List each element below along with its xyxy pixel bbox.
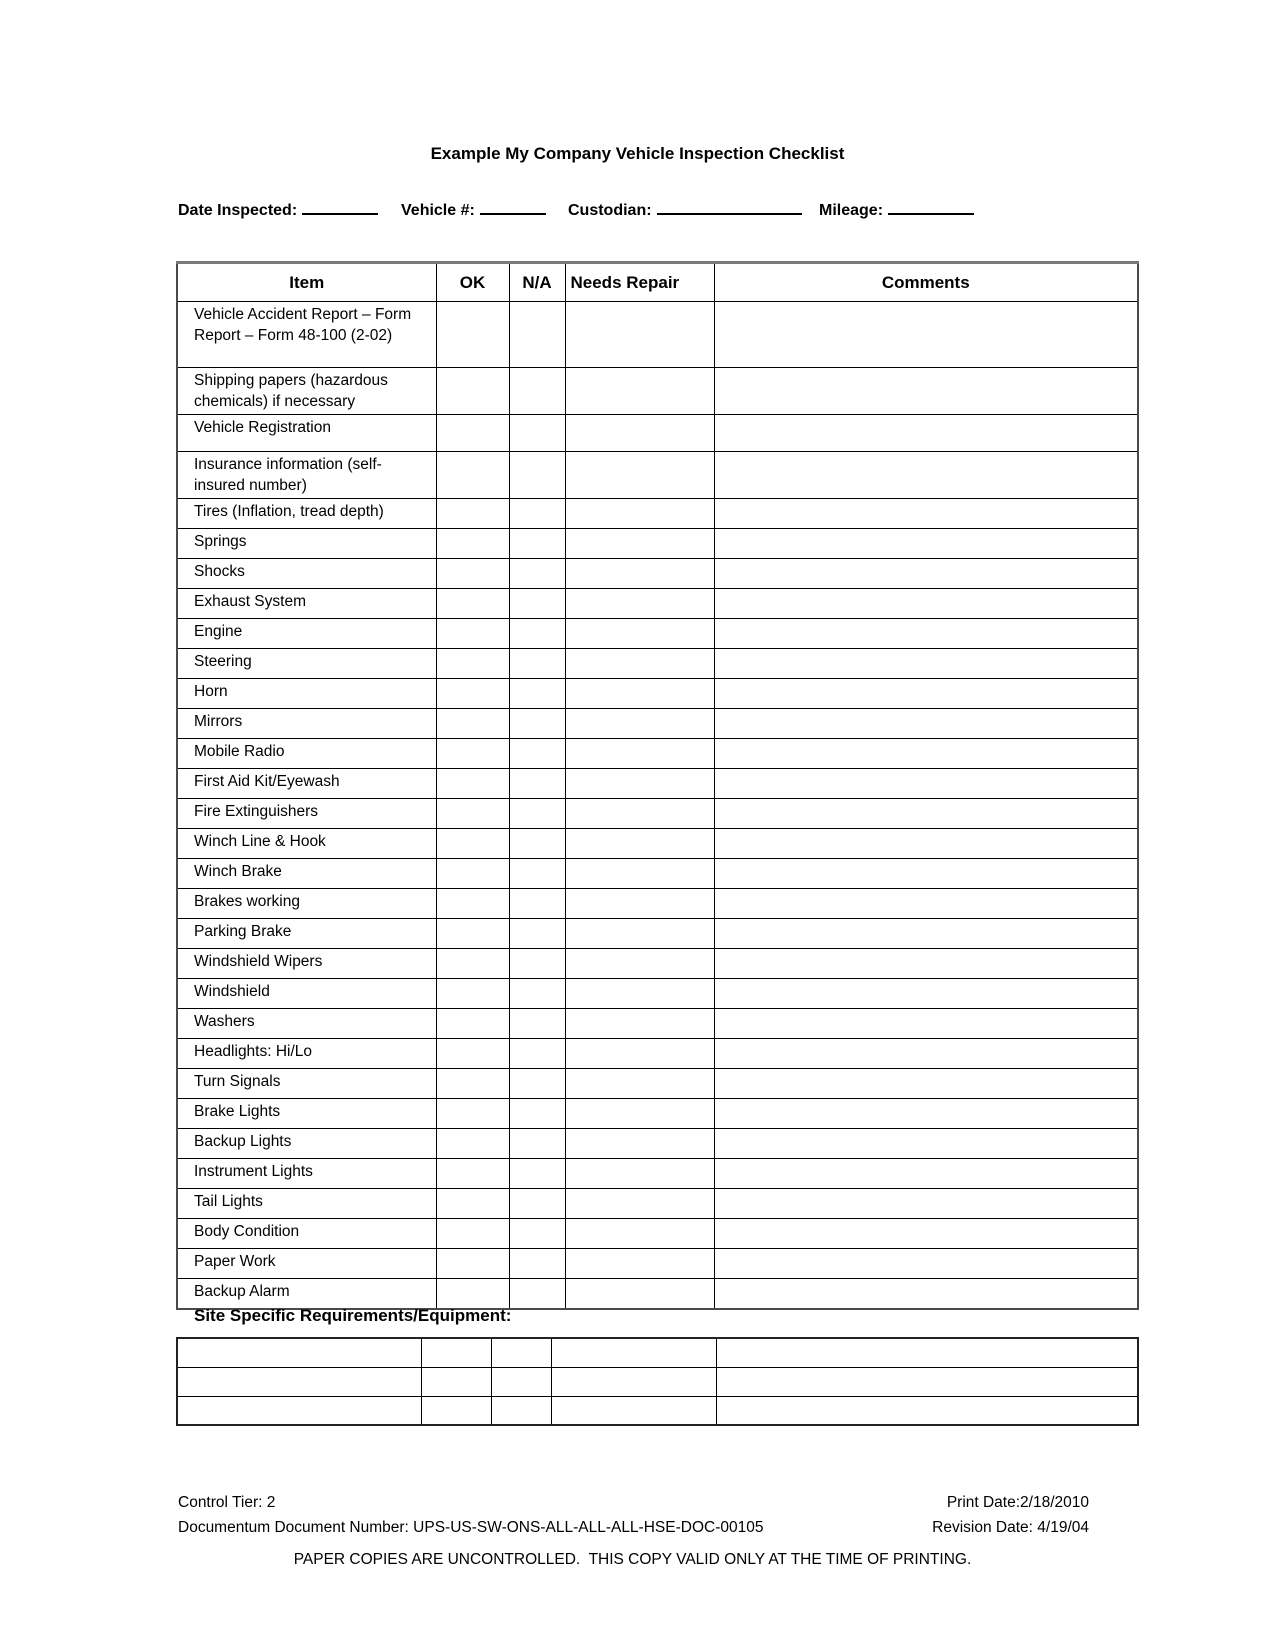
mileage-blank xyxy=(888,199,974,215)
na-cell xyxy=(509,619,565,649)
item-cell xyxy=(177,1338,421,1367)
comments-cell xyxy=(714,559,1138,589)
comments-cell xyxy=(714,919,1138,949)
item-cell: Steering xyxy=(177,649,436,679)
ok-cell xyxy=(436,919,509,949)
ok-cell xyxy=(436,679,509,709)
site-specific-row xyxy=(177,1367,1138,1396)
item-cell: Shipping papers (hazardous chemicals) if necessary xyxy=(177,368,436,415)
item-cell: Windshield xyxy=(177,979,436,1009)
comments-cell xyxy=(714,769,1138,799)
comments-cell xyxy=(714,619,1138,649)
needs-repair-cell xyxy=(565,368,714,415)
na-cell xyxy=(491,1396,551,1425)
needs-repair-cell xyxy=(565,859,714,889)
ok-cell xyxy=(436,1159,509,1189)
needs-repair-cell xyxy=(565,415,714,452)
footer-document-number: Documentum Document Number: UPS-US-SW-ONS-ALL-ALL-ALL-HSE-DOC-00105 xyxy=(178,1519,764,1536)
comments-cell xyxy=(714,1279,1138,1309)
needs-repair-cell xyxy=(565,919,714,949)
site-specific-table xyxy=(176,1337,1139,1426)
item-cell: Mobile Radio xyxy=(177,739,436,769)
table-row xyxy=(177,559,1138,589)
table-row xyxy=(177,649,1138,679)
needs-repair-cell xyxy=(565,709,714,739)
table-row xyxy=(177,499,1138,529)
na-cell xyxy=(509,499,565,529)
na-cell xyxy=(509,1219,565,1249)
vehicle-number-blank xyxy=(480,199,546,215)
ok-cell xyxy=(436,1279,509,1309)
ok-cell xyxy=(436,619,509,649)
footer-line-2 xyxy=(178,1519,1089,1537)
item-cell: Vehicle Accident Report – Form Report – Form 48-100 (2-02) xyxy=(177,302,436,368)
ok-cell xyxy=(421,1367,491,1396)
na-cell xyxy=(509,679,565,709)
needs-repair-cell xyxy=(565,452,714,499)
ok-cell xyxy=(436,769,509,799)
table-row xyxy=(177,679,1138,709)
date-inspected-label: Date Inspected: xyxy=(178,202,298,219)
comments-cell xyxy=(714,415,1138,452)
comments-cell xyxy=(714,949,1138,979)
comments-cell xyxy=(714,1129,1138,1159)
table-row xyxy=(177,368,1138,415)
ok-cell xyxy=(436,829,509,859)
na-cell xyxy=(509,979,565,1009)
field-custodian xyxy=(568,199,802,220)
item-cell: Horn xyxy=(177,679,436,709)
comments-cell xyxy=(714,829,1138,859)
na-cell xyxy=(509,1249,565,1279)
na-cell xyxy=(509,589,565,619)
comments-cell xyxy=(714,709,1138,739)
ok-cell xyxy=(436,859,509,889)
table-row xyxy=(177,739,1138,769)
footer-line-1 xyxy=(178,1494,1089,1512)
header-fields xyxy=(0,199,1275,223)
needs-repair-cell xyxy=(565,889,714,919)
needs-repair-cell xyxy=(565,589,714,619)
field-vehicle-number xyxy=(401,199,546,220)
comments-cell xyxy=(714,589,1138,619)
item-cell: Body Condition xyxy=(177,1219,436,1249)
needs-repair-cell xyxy=(565,739,714,769)
comments-cell xyxy=(714,1099,1138,1129)
item-cell: Headlights: Hi/Lo xyxy=(177,1039,436,1069)
item-cell: Winch Brake xyxy=(177,859,436,889)
comments-cell xyxy=(714,1159,1138,1189)
na-cell xyxy=(509,709,565,739)
na-cell xyxy=(509,859,565,889)
table-row xyxy=(177,1249,1138,1279)
needs-repair-cell xyxy=(565,1189,714,1219)
item-cell: Shocks xyxy=(177,559,436,589)
na-cell xyxy=(509,368,565,415)
comments-cell xyxy=(714,452,1138,499)
item-cell: Tires (Inflation, tread depth) xyxy=(177,499,436,529)
na-cell xyxy=(509,1039,565,1069)
na-cell xyxy=(509,1009,565,1039)
ok-cell xyxy=(436,889,509,919)
item-cell xyxy=(177,1367,421,1396)
needs-repair-cell xyxy=(551,1367,716,1396)
ok-cell xyxy=(436,1009,509,1039)
table-row xyxy=(177,709,1138,739)
comments-cell xyxy=(714,1039,1138,1069)
ok-cell xyxy=(436,415,509,452)
table-row xyxy=(177,829,1138,859)
ok-cell xyxy=(436,559,509,589)
ok-cell xyxy=(436,949,509,979)
item-cell: Backup Lights xyxy=(177,1129,436,1159)
item-cell: Tail Lights xyxy=(177,1189,436,1219)
item-cell: Brakes working xyxy=(177,889,436,919)
table-row xyxy=(177,619,1138,649)
table-row xyxy=(177,979,1138,1009)
item-cell: Paper Work xyxy=(177,1249,436,1279)
ok-cell xyxy=(436,1189,509,1219)
column-header-needs-repair: Needs Repair xyxy=(565,263,714,302)
comments-cell xyxy=(714,302,1138,368)
item-cell: First Aid Kit/Eyewash xyxy=(177,769,436,799)
na-cell xyxy=(491,1338,551,1367)
item-cell: Exhaust System xyxy=(177,589,436,619)
na-cell xyxy=(509,769,565,799)
ok-cell xyxy=(436,452,509,499)
needs-repair-cell xyxy=(565,1039,714,1069)
mileage-label: Mileage: xyxy=(819,202,884,219)
na-cell xyxy=(509,889,565,919)
needs-repair-cell xyxy=(551,1396,716,1425)
ok-cell xyxy=(421,1338,491,1367)
table-row xyxy=(177,919,1138,949)
footer-control-tier: Control Tier: 2 xyxy=(178,1494,276,1511)
item-cell: Washers xyxy=(177,1009,436,1039)
comments-cell xyxy=(714,1069,1138,1099)
item-cell: Springs xyxy=(177,529,436,559)
comments-cell xyxy=(714,739,1138,769)
footer-revision-date: Revision Date: 4/19/04 xyxy=(932,1519,1089,1536)
table-row xyxy=(177,1099,1138,1129)
table-row xyxy=(177,949,1138,979)
table-row xyxy=(177,799,1138,829)
needs-repair-cell xyxy=(565,559,714,589)
inspection-table-header-row xyxy=(177,263,1138,302)
needs-repair-cell xyxy=(551,1338,716,1367)
na-cell xyxy=(509,529,565,559)
table-row xyxy=(177,452,1138,499)
na-cell xyxy=(509,415,565,452)
table-row xyxy=(177,415,1138,452)
ok-cell xyxy=(436,1249,509,1279)
item-cell: Parking Brake xyxy=(177,919,436,949)
needs-repair-cell xyxy=(565,949,714,979)
ok-cell xyxy=(421,1396,491,1425)
table-row xyxy=(177,302,1138,368)
column-header-na: N/A xyxy=(509,263,565,302)
field-date-inspected xyxy=(178,199,378,220)
item-cell: Windshield Wipers xyxy=(177,949,436,979)
needs-repair-cell xyxy=(565,529,714,559)
ok-cell xyxy=(436,589,509,619)
comments-cell xyxy=(714,1219,1138,1249)
vehicle-number-label: Vehicle #: xyxy=(401,202,475,219)
comments-cell xyxy=(714,1009,1138,1039)
needs-repair-cell xyxy=(565,1069,714,1099)
ok-cell xyxy=(436,1069,509,1099)
comments-cell xyxy=(714,979,1138,1009)
na-cell xyxy=(491,1367,551,1396)
comments-cell xyxy=(714,1189,1138,1219)
comments-cell xyxy=(714,368,1138,415)
column-header-ok: OK xyxy=(436,263,509,302)
comments-cell xyxy=(714,859,1138,889)
site-specific-table-body xyxy=(177,1338,1138,1425)
column-header-comments: Comments xyxy=(714,263,1138,302)
ok-cell xyxy=(436,368,509,415)
ok-cell xyxy=(436,979,509,1009)
na-cell xyxy=(509,559,565,589)
table-row xyxy=(177,769,1138,799)
item-cell: Backup Alarm xyxy=(177,1279,436,1309)
needs-repair-cell xyxy=(565,679,714,709)
inspection-table-body xyxy=(177,302,1138,1309)
needs-repair-cell xyxy=(565,1249,714,1279)
footer-print-date: Print Date:2/18/2010 xyxy=(946,1494,1089,1511)
site-specific-heading: Site Specific Requirements/Equipment: xyxy=(194,1306,512,1325)
na-cell xyxy=(509,1279,565,1309)
comments-cell xyxy=(716,1367,1138,1396)
item-cell: Insurance information (self-insured number) xyxy=(177,452,436,499)
comments-cell xyxy=(714,679,1138,709)
na-cell xyxy=(509,919,565,949)
needs-repair-cell xyxy=(565,829,714,859)
needs-repair-cell xyxy=(565,1099,714,1129)
table-row xyxy=(177,1159,1138,1189)
needs-repair-cell xyxy=(565,1129,714,1159)
item-cell: Instrument Lights xyxy=(177,1159,436,1189)
na-cell xyxy=(509,949,565,979)
site-specific-row xyxy=(177,1396,1138,1425)
comments-cell xyxy=(716,1396,1138,1425)
na-cell xyxy=(509,1159,565,1189)
table-row xyxy=(177,529,1138,559)
field-mileage xyxy=(819,199,974,220)
comments-cell xyxy=(714,889,1138,919)
needs-repair-cell xyxy=(565,769,714,799)
needs-repair-cell xyxy=(565,1159,714,1189)
table-row xyxy=(177,1189,1138,1219)
needs-repair-cell xyxy=(565,1009,714,1039)
item-cell: Engine xyxy=(177,619,436,649)
na-cell xyxy=(509,1099,565,1129)
na-cell xyxy=(509,799,565,829)
ok-cell xyxy=(436,499,509,529)
item-cell: Brake Lights xyxy=(177,1099,436,1129)
comments-cell xyxy=(716,1338,1138,1367)
custodian-blank xyxy=(657,199,802,215)
ok-cell xyxy=(436,1099,509,1129)
table-row xyxy=(177,1279,1138,1309)
table-row xyxy=(177,1219,1138,1249)
ok-cell xyxy=(436,739,509,769)
item-cell: Fire Extinguishers xyxy=(177,799,436,829)
comments-cell xyxy=(714,499,1138,529)
ok-cell xyxy=(436,1219,509,1249)
needs-repair-cell xyxy=(565,799,714,829)
na-cell xyxy=(509,649,565,679)
site-specific-row xyxy=(177,1338,1138,1367)
comments-cell xyxy=(714,649,1138,679)
needs-repair-cell xyxy=(565,649,714,679)
needs-repair-cell xyxy=(565,619,714,649)
page-title: Example My Company Vehicle Inspection Checklist xyxy=(430,144,845,163)
ok-cell xyxy=(436,709,509,739)
needs-repair-cell xyxy=(565,1219,714,1249)
table-row xyxy=(177,589,1138,619)
ok-cell xyxy=(436,302,509,368)
na-cell xyxy=(509,739,565,769)
ok-cell xyxy=(436,649,509,679)
na-cell xyxy=(509,452,565,499)
comments-cell xyxy=(714,529,1138,559)
na-cell xyxy=(509,1129,565,1159)
ok-cell xyxy=(436,1129,509,1159)
item-cell: Mirrors xyxy=(177,709,436,739)
needs-repair-cell xyxy=(565,302,714,368)
date-inspected-blank xyxy=(302,199,378,215)
table-row xyxy=(177,889,1138,919)
table-row xyxy=(177,1009,1138,1039)
comments-cell xyxy=(714,799,1138,829)
item-cell: Turn Signals xyxy=(177,1069,436,1099)
table-row xyxy=(177,1129,1138,1159)
table-row xyxy=(177,859,1138,889)
comments-cell xyxy=(714,1249,1138,1279)
needs-repair-cell xyxy=(565,1279,714,1309)
table-row xyxy=(177,1069,1138,1099)
na-cell xyxy=(509,1069,565,1099)
item-cell xyxy=(177,1396,421,1425)
table-row xyxy=(177,1039,1138,1069)
custodian-label: Custodian: xyxy=(568,202,652,219)
column-header-item: Item xyxy=(177,263,436,302)
needs-repair-cell xyxy=(565,499,714,529)
na-cell xyxy=(509,1189,565,1219)
na-cell xyxy=(509,302,565,368)
ok-cell xyxy=(436,799,509,829)
inspection-table xyxy=(176,261,1139,1310)
ok-cell xyxy=(436,1039,509,1069)
na-cell xyxy=(509,829,565,859)
item-cell: Vehicle Registration xyxy=(177,415,436,452)
needs-repair-cell xyxy=(565,979,714,1009)
ok-cell xyxy=(436,529,509,559)
item-cell: Winch Line & Hook xyxy=(177,829,436,859)
footer-disclaimer: PAPER COPIES ARE UNCONTROLLED. THIS COPY VALID ONLY AT THE TIME OF PRINTING. xyxy=(293,1551,972,1568)
